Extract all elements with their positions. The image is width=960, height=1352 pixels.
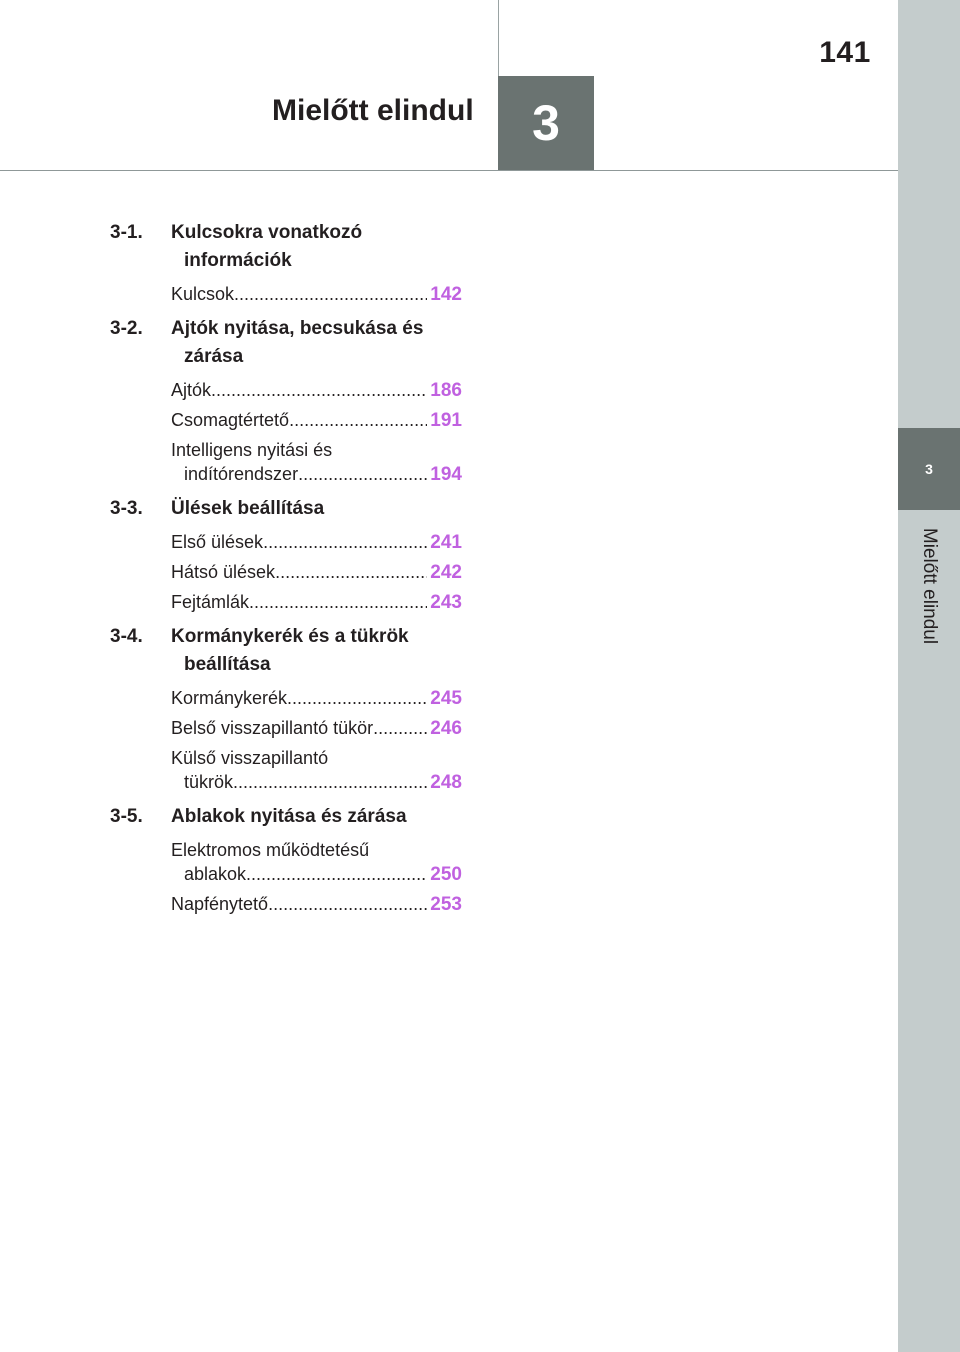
toc-section — [110, 315, 462, 487]
dot-leader — [249, 590, 427, 614]
section-entries — [110, 282, 462, 307]
entry-page-link[interactable]: 248 — [430, 772, 462, 793]
entry-title-line1: Külső visszapillantó — [171, 748, 329, 768]
side-chapter-tab[interactable]: 3 — [898, 428, 960, 510]
section-number: 3-5. — [110, 806, 143, 827]
toc-entry[interactable] — [171, 560, 462, 585]
entry-page-link[interactable]: 186 — [430, 380, 462, 401]
entry-row — [171, 408, 462, 433]
entry-page-link[interactable]: 242 — [430, 562, 462, 583]
entry-page-link[interactable]: 250 — [430, 864, 462, 885]
entry-page-link[interactable]: 253 — [430, 894, 462, 915]
chapter-title: Mielőtt elindul — [272, 94, 474, 127]
section-entries — [110, 530, 462, 615]
entry-title: indítórendszer — [184, 464, 299, 484]
toc-entry[interactable] — [171, 530, 462, 555]
entry-title: Kulcsok — [171, 284, 235, 304]
table-of-contents — [110, 219, 462, 925]
section-heading[interactable] — [110, 495, 462, 523]
entry-row — [171, 282, 462, 307]
dot-leader — [287, 686, 427, 710]
entry-page-link[interactable]: 194 — [430, 464, 462, 485]
section-entries — [110, 686, 462, 795]
entry-page-link[interactable]: 191 — [430, 410, 462, 431]
side-thumb-strip — [898, 0, 960, 1352]
entry-row — [171, 862, 462, 887]
toc-section — [110, 219, 462, 307]
toc-entry[interactable] — [171, 892, 462, 917]
entry-page-link[interactable]: 245 — [430, 688, 462, 709]
entry-row — [171, 892, 462, 917]
entry-row — [171, 590, 462, 615]
dot-leader — [268, 892, 427, 916]
dot-leader — [289, 408, 427, 432]
header-divider-horizontal — [0, 170, 898, 171]
section-heading[interactable] — [110, 623, 462, 679]
entry-title: Belső visszapillantó tükör — [171, 718, 374, 738]
toc-entry[interactable] — [171, 838, 462, 887]
side-chapter-label: Mielőtt elindul — [919, 527, 940, 645]
entry-page-link[interactable]: 142 — [430, 284, 462, 305]
entry-row — [171, 770, 462, 795]
entry-title: Csomagtértető — [171, 410, 290, 430]
toc-section — [110, 803, 462, 917]
entry-row — [171, 378, 462, 403]
toc-section — [110, 623, 462, 795]
toc-entry[interactable] — [171, 282, 462, 307]
entry-page-link[interactable]: 241 — [430, 532, 462, 553]
dot-leader — [234, 282, 427, 306]
entry-title-line1: Elektromos működtetésű — [171, 840, 370, 860]
section-title: Ajtók nyitása, becsukása és zárása — [171, 318, 424, 367]
chapter-number-box: 3 — [498, 76, 594, 170]
dot-leader — [211, 378, 427, 402]
dot-leader — [246, 862, 427, 886]
entry-title: Kormánykerék — [171, 688, 288, 708]
entry-title-line1: Intelligens nyitási és — [171, 440, 333, 460]
section-number: 3-3. — [110, 498, 143, 519]
toc-entry[interactable] — [171, 686, 462, 711]
dot-leader — [263, 530, 427, 554]
dot-leader — [233, 770, 427, 794]
entry-title: Napfénytető — [171, 894, 269, 914]
entry-row — [171, 686, 462, 711]
dot-leader — [298, 462, 427, 486]
entry-title: Ajtók — [171, 380, 212, 400]
toc-section — [110, 495, 462, 615]
entry-title: tükrök — [184, 772, 234, 792]
header-divider-vertical — [498, 0, 499, 76]
entry-row — [171, 462, 462, 487]
toc-entry[interactable] — [171, 438, 462, 487]
dot-leader — [275, 560, 427, 584]
section-heading[interactable] — [110, 219, 462, 275]
section-number: 3-2. — [110, 318, 143, 339]
entry-page-link[interactable]: 246 — [430, 718, 462, 739]
section-title: Ablakok nyitása és zárása — [171, 806, 407, 827]
toc-entry[interactable] — [171, 746, 462, 795]
section-number: 3-1. — [110, 222, 143, 243]
entry-title: ablakok — [184, 864, 247, 884]
section-heading[interactable] — [110, 803, 462, 831]
entry-title: Hátsó ülések — [171, 562, 276, 582]
section-number: 3-4. — [110, 626, 143, 647]
entry-page-link[interactable]: 243 — [430, 592, 462, 613]
entry-row — [171, 530, 462, 555]
entry-row — [171, 716, 462, 741]
entry-row — [171, 560, 462, 585]
section-entries — [110, 378, 462, 487]
toc-entry[interactable] — [171, 716, 462, 741]
toc-entry[interactable] — [171, 378, 462, 403]
entry-title: Fejtámlák — [171, 592, 250, 612]
toc-entry[interactable] — [171, 408, 462, 433]
section-heading[interactable] — [110, 315, 462, 371]
section-entries — [110, 838, 462, 917]
toc-entry[interactable] — [171, 590, 462, 615]
section-title: Ülések beállítása — [171, 498, 325, 519]
dot-leader — [373, 716, 427, 740]
section-title: Kormánykerék és a tükrök beállítása — [171, 626, 409, 675]
entry-title: Első ülések — [171, 532, 264, 552]
section-title: Kulcsokra vonatkozó információk — [171, 222, 363, 271]
page-number: 141 — [819, 36, 871, 69]
